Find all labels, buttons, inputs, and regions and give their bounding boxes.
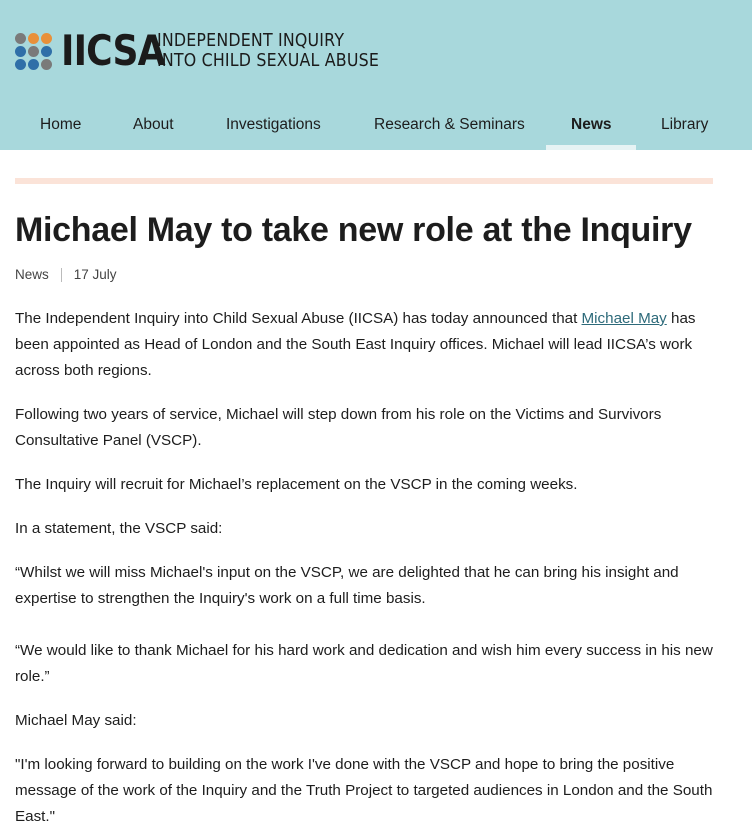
- nav-item-library[interactable]: Library: [661, 116, 709, 133]
- article-category: News: [15, 267, 49, 282]
- logo-dot: [41, 33, 52, 44]
- nav-item-home[interactable]: Home: [40, 116, 82, 133]
- logo-subtitle: [157, 31, 379, 71]
- site-header: [0, 0, 752, 150]
- nav-item-investigations[interactable]: Investigations: [226, 116, 321, 133]
- article-paragraph: In a statement, the VSCP said:: [15, 520, 223, 537]
- logo-dot: [28, 59, 39, 70]
- logo-wordmark: IICSA: [61, 26, 165, 75]
- article-meta: [15, 267, 117, 282]
- article-paragraph: Following two years of service, Michael will step down from his role on the Victims and Survivors Consultative Panel (VSCP).: [15, 406, 662, 449]
- logo-dot: [15, 33, 26, 44]
- paragraph-text: has been appointed as Head of London and the South East Inquiry offices. Michael will lead IICSA’s work across both regions.: [15, 310, 696, 379]
- article-title: Michael May to take new role at the Inquiry: [15, 211, 692, 249]
- logo-dot: [15, 46, 26, 57]
- article-quote: "I'm looking forward to building on the work I've done with the VSCP and hope to bring the positive message of the work of the Inquiry and the Truth Project to targeted audiences in London and the South East.": [15, 756, 713, 825]
- article-paragraph: [15, 306, 727, 384]
- paragraph-text: The Independent Inquiry into Child Sexual Abuse (IICSA) has today announced that: [15, 310, 582, 327]
- article-paragraph: The Inquiry will recruit for Michael’s replacement on the VSCP in the coming weeks.: [15, 476, 578, 493]
- nav-item-news[interactable]: News: [571, 116, 612, 133]
- logo-dot: [41, 59, 52, 70]
- meta-separator: [61, 268, 62, 282]
- logo-dot: [28, 33, 39, 44]
- logo-dot: [15, 59, 26, 70]
- nav-item-about[interactable]: About: [133, 116, 174, 133]
- logo-dots-icon: [15, 33, 52, 70]
- main-nav: [0, 104, 752, 150]
- logo-dot: [41, 46, 52, 57]
- article-paragraph: Michael May said:: [15, 712, 137, 729]
- article-date: 17 July: [73, 267, 117, 282]
- logo-subtitle-line-2: INTO CHILD SEXUAL ABUSE: [157, 50, 380, 71]
- site-logo[interactable]: [15, 26, 409, 75]
- article-quote: “Whilst we will miss Michael's input on the VSCP, we are delighted that he can bring his insight and expertise to strengthen the Inquiry's work on a full time basis.: [15, 564, 679, 607]
- logo-subtitle-line-1: INDEPENDENT INQUIRY: [157, 30, 345, 51]
- nav-active-indicator: [546, 145, 636, 150]
- michael-may-link[interactable]: Michael May: [581, 310, 667, 327]
- logo-dot: [28, 46, 39, 57]
- article-quote: “We would like to thank Michael for his hard work and dedication and wish him every success in his new role.”: [15, 642, 713, 685]
- content-divider: [15, 178, 713, 184]
- nav-item-research-seminars[interactable]: Research & Seminars: [374, 116, 525, 133]
